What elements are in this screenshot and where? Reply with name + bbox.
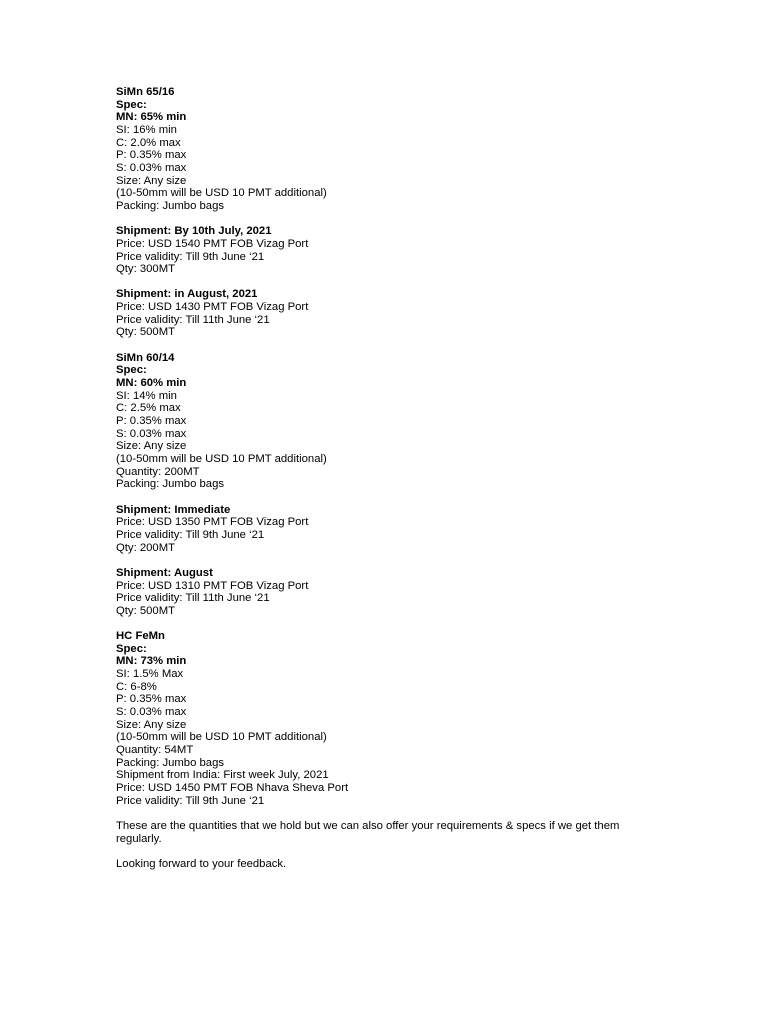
quantity-line: Qty: 500MT bbox=[116, 326, 176, 339]
spec-heading: Spec: bbox=[116, 98, 147, 111]
shipment-block bbox=[116, 567, 656, 618]
simn-60-14-spec-block bbox=[116, 352, 656, 491]
shipment-heading: Shipment: August bbox=[116, 566, 213, 579]
document-body bbox=[116, 86, 656, 883]
spec-line: C: 2.5% max bbox=[116, 402, 181, 415]
spec-line: Size: Any size bbox=[116, 440, 187, 453]
price-line: Price: USD 1450 PMT FOB Nhava Sheva Port bbox=[116, 782, 349, 794]
product-title: SiMn 65/16 bbox=[116, 86, 175, 98]
spec-line: Quantity: 200MT bbox=[116, 465, 200, 478]
price-validity-line: Price validity: Till 9th June ‘21 bbox=[116, 250, 265, 263]
quantity-line: Qty: 200MT bbox=[116, 541, 176, 554]
price-validity-line: Price validity: Till 9th June ‘21 bbox=[116, 528, 265, 541]
spec-line: C: 6-8% bbox=[116, 680, 157, 693]
price-validity-line: Price validity: Till 9th June ‘21 bbox=[116, 794, 265, 807]
spec-heading: Spec: bbox=[116, 642, 147, 655]
spec-line: (10-50mm will be USD 10 PMT additional) bbox=[116, 187, 327, 200]
spec-line: Size: Any size bbox=[116, 718, 187, 731]
spec-line: Packing: Jumbo bags bbox=[116, 478, 225, 491]
shipment-line: Shipment from India: First week July, 2021 bbox=[116, 769, 329, 782]
price-line: Price: USD 1350 PMT FOB Vizag Port bbox=[116, 516, 309, 529]
hc-femn-spec-block bbox=[116, 630, 656, 807]
price-validity-line: Price validity: Till 11th June ‘21 bbox=[116, 592, 270, 605]
spec-line: SI: 16% min bbox=[116, 123, 177, 136]
price-line: Price: USD 1310 PMT FOB Vizag Port bbox=[116, 579, 309, 592]
spec-line: S: 0.03% max bbox=[116, 161, 187, 174]
price-line: Price: USD 1540 PMT FOB Vizag Port bbox=[116, 237, 309, 250]
spec-heading: Spec: bbox=[116, 364, 147, 377]
spec-line: SI: 14% min bbox=[116, 389, 177, 402]
spec-line: Quantity: 54MT bbox=[116, 744, 194, 757]
spec-line: S: 0.03% max bbox=[116, 427, 187, 440]
sign-off: Looking forward to your feedback. bbox=[116, 857, 287, 870]
spec-line: (10-50mm will be USD 10 PMT additional) bbox=[116, 731, 327, 744]
shipment-heading: Shipment: Immediate bbox=[116, 503, 231, 516]
product-title: SiMn 60/14 bbox=[116, 351, 175, 364]
price-line: Price: USD 1430 PMT FOB Vizag Port bbox=[116, 301, 309, 314]
simn-65-16-spec-block bbox=[116, 86, 656, 213]
spec-line: P: 0.35% max bbox=[116, 149, 187, 162]
spec-line: Size: Any size bbox=[116, 174, 187, 187]
spec-line: S: 0.03% max bbox=[116, 706, 187, 719]
spec-line: Packing: Jumbo bags bbox=[116, 199, 225, 212]
spec-line: C: 2.0% max bbox=[116, 136, 181, 149]
shipment-block bbox=[116, 225, 656, 276]
spec-line: P: 0.35% max bbox=[116, 693, 187, 706]
mn-spec: MN: 73% min bbox=[116, 655, 187, 668]
mn-spec: MN: 60% min bbox=[116, 377, 187, 390]
price-validity-line: Price validity: Till 11th June ‘21 bbox=[116, 313, 270, 326]
quantity-line: Qty: 500MT bbox=[116, 604, 176, 617]
product-title: HC FeMn bbox=[116, 630, 165, 643]
closing-paragraph: These are the quantities that we hold but we can also offer your requirements & specs if we get them regularly. bbox=[116, 819, 620, 845]
shipment-block bbox=[116, 504, 656, 555]
spec-line: Packing: Jumbo bags bbox=[116, 756, 225, 769]
shipment-block bbox=[116, 288, 656, 339]
shipment-heading: Shipment: in August, 2021 bbox=[116, 288, 258, 301]
spec-line: P: 0.35% max bbox=[116, 415, 187, 428]
shipment-heading: Shipment: By 10th July, 2021 bbox=[116, 225, 272, 238]
spec-line: (10-50mm will be USD 10 PMT additional) bbox=[116, 452, 327, 465]
spec-line: SI: 1.5% Max bbox=[116, 668, 184, 681]
quantity-line: Qty: 300MT bbox=[116, 263, 176, 276]
mn-spec: MN: 65% min bbox=[116, 111, 187, 124]
